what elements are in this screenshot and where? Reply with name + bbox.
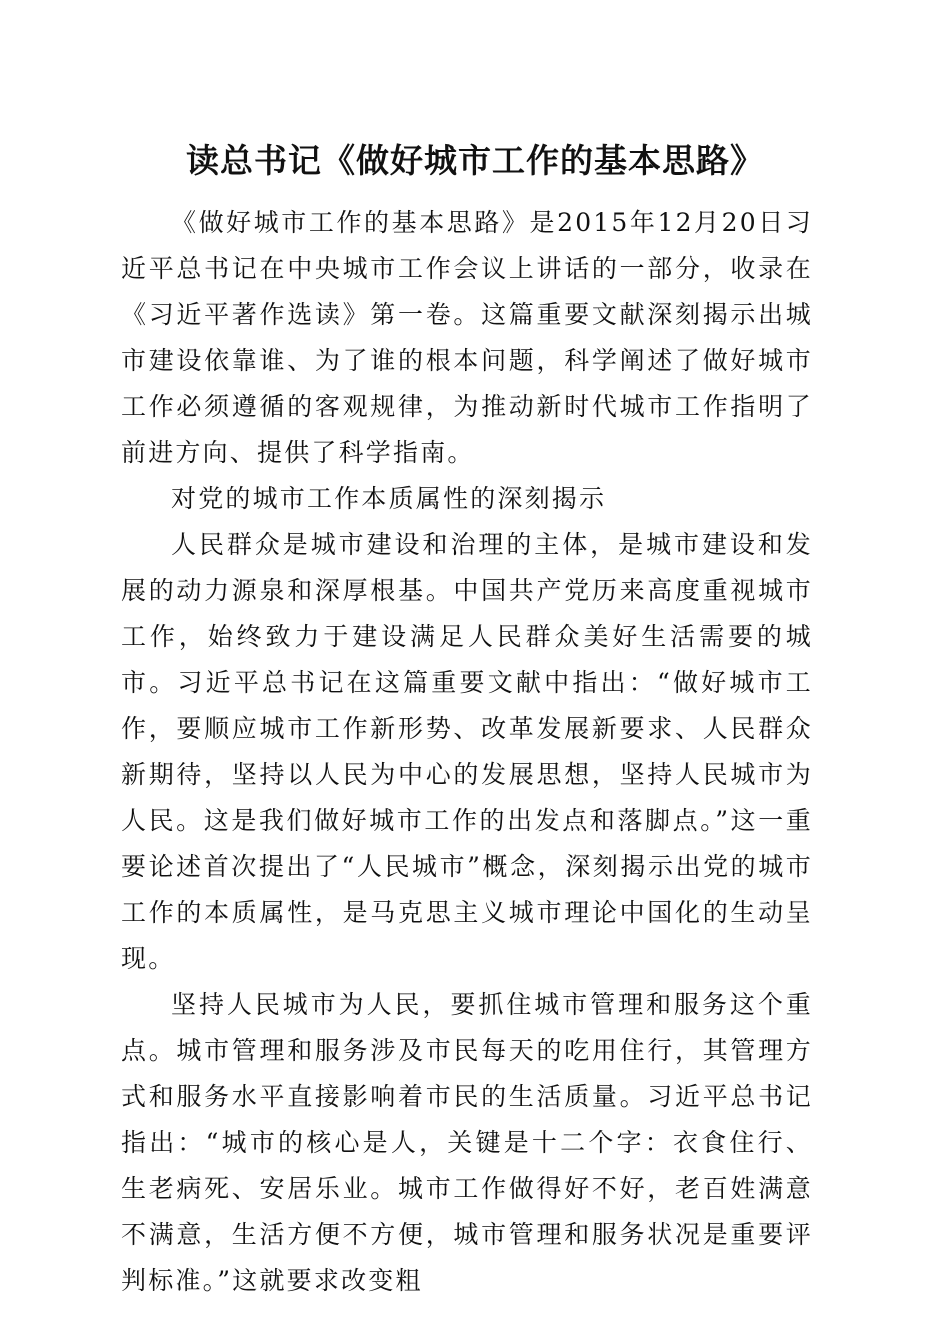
intro-paragraph: 《做好城市工作的基本思路》是2015年12月20日习近平总书记在中央城市工作会议上讲话的一部分，收录在《习近平著作选读》第一卷。这篇重要文献深刻揭示出城市建设依靠谁、为了谁的根本问题，科学阐述了做好城市工作必须遵循的客观规律，为推动新时代城市工作指明了前进方向、提供了科学指南。 <box>121 208 813 467</box>
document-title: 读总书记《做好城市工作的基本思路》 <box>186 141 764 180</box>
document-body <box>121 200 813 1304</box>
body-paragraph: 人民群众是城市建设和治理的主体，是城市建设和发展的动力源泉和深厚根基。中国共产党历来高度重视城市工作，始终致力于建设满足人民群众美好生活需要的城市。习近平总书记在这篇重要文献中指出：“做好城市工作，要顺应城市工作新形势、改革发展新要求、人民群众新期待，坚持以人民为中心的发展思想，坚持人民城市为人民。这是我们做好城市工作的出发点和落脚点。”这一重要论述首次提出了“人民城市”概念，深刻揭示出党的城市工作的本质属性，是马克思主义城市理论中国化的生动呈现。 <box>121 530 813 973</box>
body-paragraph: 坚持人民城市为人民，要抓住城市管理和服务这个重点。城市管理和服务涉及市民每天的吃用住行，其管理方式和服务水平直接影响着市民的生活质量。习近平总书记指出：“城市的核心是人，关键是十二个字：衣食住行、生老病死、安居乐业。城市工作做得好不好，老百姓满意不满意，生活方便不方便，城市管理和服务状况是重要评判标准。”这就要求改变粗 <box>121 990 813 1295</box>
section-heading: 对党的城市工作本质属性的深刻揭示 <box>171 484 607 513</box>
